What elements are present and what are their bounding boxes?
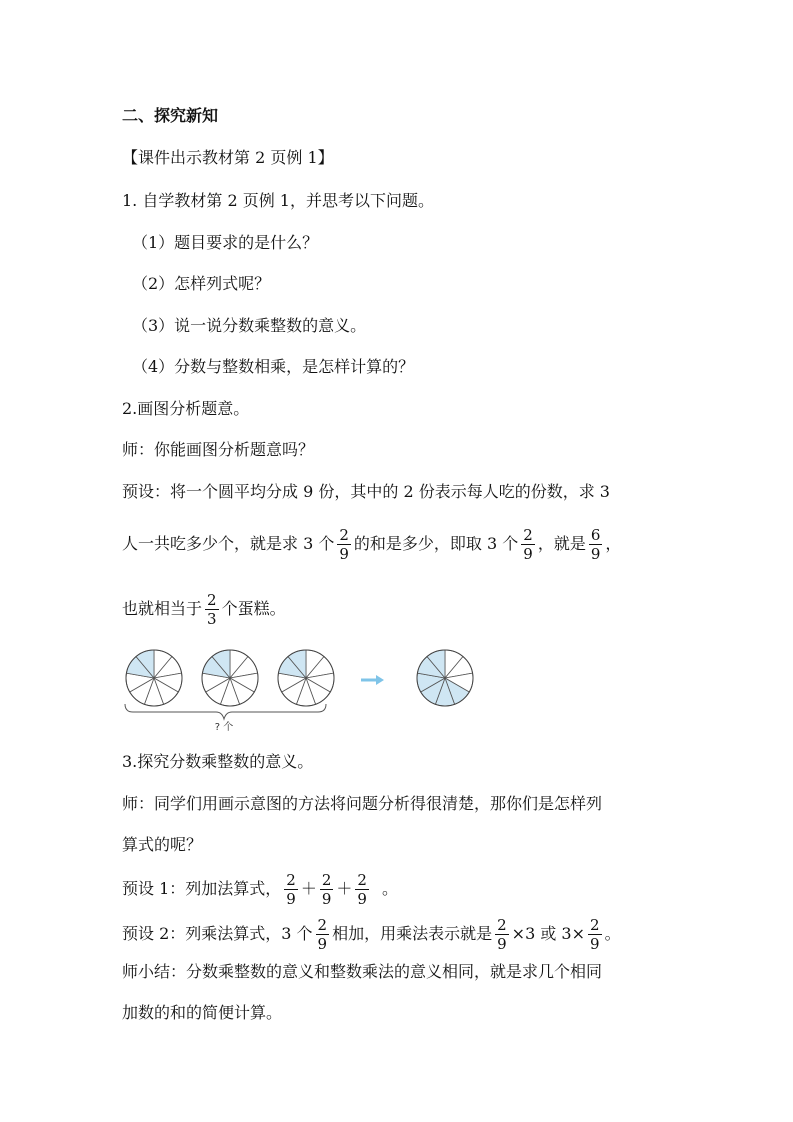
step-3: 3.探究分数乘整数的意义。 (122, 752, 314, 771)
courseware-note: 【课件出示教材第 2 页例 1】 (122, 148, 334, 167)
step-1: 1. 自学教材第 2 页例 1，并思考以下问题。 (122, 191, 434, 210)
cake-circle (278, 650, 334, 706)
teacher-question-1: 师：你能画图分析题意吗？ (122, 440, 315, 459)
fraction-two-ninths: $\frac{2}{9}$ (590, 916, 600, 953)
cake-circle (126, 650, 182, 706)
fraction-two-ninths: $\frac{2}{9}$ (321, 871, 332, 908)
preset-1: 预设 1：列加法算式， $\frac{2}{9}$ ＋ $\frac{2}{9}$ ＋ $\frac{2}{9}$ 。 (122, 871, 398, 908)
preset-2: 预设 2：列乘法算式，3 个 $\frac{2}{9}$ 相加，用乘法表示就是 $\frac{2}{9}$ ×3 或 3× $\frac{2}{9}$ 。 (122, 916, 621, 953)
fraction-six-ninths: $\frac{6}{9}$ (590, 526, 601, 563)
cake-diagram (118, 642, 498, 740)
cake-figure-svg (118, 642, 498, 736)
question-2: （2）怎样列式呢？ (132, 274, 271, 293)
fraction-two-ninths: $\frac{2}{9}$ (497, 916, 507, 953)
result-cake-circle (417, 650, 473, 706)
summary-line-2: 加数的和的简便计算。 (122, 1003, 283, 1022)
cake-circle (202, 650, 258, 706)
fraction-two-thirds: $\frac{2}{3}$ (207, 591, 217, 628)
teacher-question-2-line1: 师：同学们用画示意图的方法将问题分析得很清楚，那你们是怎样列 (122, 794, 603, 813)
preset-line-1: 预设：将一个圆平均分成 9 份，其中的 2 份表示每人吃的份数，求 3 (122, 482, 610, 501)
teacher-question-2-line2: 算式的呢？ (122, 835, 203, 854)
summary-line-1: 师小结：分数乘整数的意义和整数乘法的意义相同，就是求几个相同 (122, 962, 603, 981)
preset-line-3: 也就相当于 $\frac{2}{3}$ 个蛋糕。 (122, 591, 286, 628)
fraction-two-ninths: $\frac{2}{9}$ (286, 871, 296, 908)
fraction-two-ninths: $\frac{2}{9}$ (523, 526, 533, 563)
fraction-two-ninths: $\frac{2}{9}$ (357, 871, 367, 908)
brace-label: ? 个 (214, 722, 234, 733)
fraction-two-ninths: $\frac{2}{9}$ (317, 916, 328, 953)
arrow-icon (361, 675, 384, 685)
question-1: （1）题目要求的是什么？ (132, 233, 319, 252)
section-title: 二、探究新知 (122, 106, 219, 125)
question-4: （4）分数与整数相乘，是怎样计算的？ (132, 357, 415, 376)
preset-line-2: 人一共吃多少个，就是求 3 个 $\frac{2}{9}$ 的和是多少，即取 3 个 $\frac{2}{9}$ ，就是 $\frac{6}{9}$ ， (122, 526, 622, 563)
fraction-two-ninths: $\frac{2}{9}$ (339, 526, 349, 563)
question-3: （3）说一说分数乘整数的意义。 (132, 316, 367, 335)
step-2: 2.画图分析题意。 (122, 399, 250, 418)
